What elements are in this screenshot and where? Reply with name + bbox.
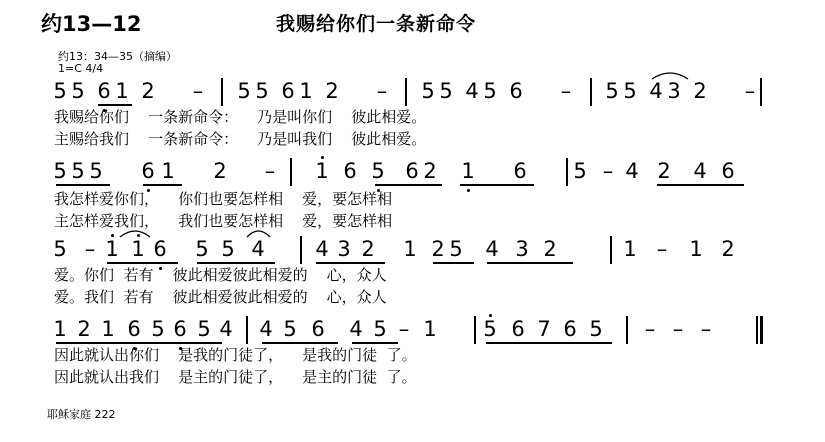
lyric-line: 因此就认出你们 是我的门徒了， 是我的门徒 了。 <box>54 346 417 364</box>
note: 6 <box>281 79 295 103</box>
beam-underline <box>460 184 534 186</box>
note: 5 <box>605 79 619 103</box>
barline <box>300 236 302 264</box>
note: 1 <box>623 237 637 261</box>
note: 4 <box>649 79 663 103</box>
beam-underline <box>262 342 338 344</box>
note: 5 <box>71 159 85 183</box>
note: 1 <box>101 317 115 341</box>
note: 1 <box>161 159 175 183</box>
octave-dot-high <box>321 156 324 159</box>
sustain-dash: – <box>84 237 96 261</box>
beam-underline <box>487 262 573 264</box>
note: 6 <box>405 159 419 183</box>
beam-underline <box>486 342 612 344</box>
final-barline-thick <box>760 316 763 344</box>
note: 2 <box>141 79 155 103</box>
note: 2 <box>213 159 227 183</box>
note: 5 <box>439 79 453 103</box>
note: 1 <box>115 79 129 103</box>
sustain-dash: – <box>398 317 410 341</box>
note: 6 <box>311 317 325 341</box>
slur-arc <box>652 70 688 80</box>
note: 1 <box>131 237 145 261</box>
beam-underline <box>352 342 398 344</box>
note: 6 <box>127 317 141 341</box>
beam-underline <box>197 262 275 264</box>
note: 2 <box>325 79 339 103</box>
note: 2 <box>431 237 445 261</box>
note: 6 <box>173 317 187 341</box>
sustain-dash: – <box>744 79 756 103</box>
note: 2 <box>721 237 735 261</box>
beam-underline <box>98 104 132 106</box>
note: 6 <box>721 159 735 183</box>
note: 1 <box>105 237 119 261</box>
beam-underline <box>433 262 474 264</box>
note: 5 <box>197 317 211 341</box>
footer-credit: 耶稣家庭 222 <box>47 408 116 421</box>
note: 5 <box>483 79 497 103</box>
octave-dot-high <box>489 314 492 317</box>
note: 4 <box>315 237 329 261</box>
note: 1 <box>403 237 417 261</box>
note: 3 <box>337 237 351 261</box>
note: 5 <box>449 237 463 261</box>
note: 6 <box>563 317 577 341</box>
note: 5 <box>89 159 103 183</box>
note: 6 <box>97 79 111 103</box>
source-note: 约13：34—35（摘编） <box>58 50 177 63</box>
note: 2 <box>361 237 375 261</box>
beam-underline <box>143 184 182 186</box>
sustain-dash: – <box>700 317 712 341</box>
octave-dot-high <box>111 234 114 237</box>
note: 2 <box>77 317 91 341</box>
key-signature: 1=C 4/4 <box>58 62 104 75</box>
note: 5 <box>283 317 297 341</box>
lyric-line: 爱。你们 若有 彼此相爱彼此相爱的 心，众人 <box>54 266 387 284</box>
note: 2 <box>423 159 437 183</box>
note: 4 <box>693 159 707 183</box>
note: 5 <box>237 79 251 103</box>
note: 5 <box>195 237 209 261</box>
note: 6 <box>141 159 155 183</box>
barline <box>626 316 628 344</box>
note: 5 <box>255 79 269 103</box>
note: 6 <box>343 159 357 183</box>
beam-underline <box>657 184 744 186</box>
note: 4 <box>465 79 479 103</box>
beam-underline <box>56 342 222 344</box>
sustain-dash: – <box>672 317 684 341</box>
note: 1 <box>461 159 475 183</box>
note: 3 <box>667 79 681 103</box>
slur-arc <box>120 228 150 238</box>
sustain-dash: – <box>264 159 276 183</box>
note: 5 <box>71 79 85 103</box>
sustain-dash: – <box>192 79 204 103</box>
note: 5 <box>221 237 235 261</box>
note: 6 <box>509 79 523 103</box>
sustain-dash: – <box>560 79 572 103</box>
barline <box>246 316 248 344</box>
sustain-dash: – <box>644 317 656 341</box>
note: 1 <box>689 237 703 261</box>
note: 5 <box>151 317 165 341</box>
note: 1 <box>423 317 437 341</box>
note: 4 <box>259 317 273 341</box>
note: 6 <box>153 237 167 261</box>
note: 3 <box>515 237 529 261</box>
barline <box>760 78 762 106</box>
note: 4 <box>251 237 265 261</box>
note: 5 <box>53 79 67 103</box>
beam-underline <box>107 262 178 264</box>
sustain-dash: – <box>602 159 614 183</box>
note: 5 <box>589 317 603 341</box>
note: 2 <box>543 237 557 261</box>
note: 5 <box>573 159 587 183</box>
sustain-dash: – <box>376 79 388 103</box>
barline <box>590 78 592 106</box>
note: 1 <box>53 317 67 341</box>
lyric-line: 我赐给你们 一条新命令： 乃是叫你们 彼此相爱。 <box>54 108 427 126</box>
note: 5 <box>421 79 435 103</box>
note: 4 <box>349 317 363 341</box>
note: 7 <box>537 317 551 341</box>
note: 5 <box>371 159 385 183</box>
note: 4 <box>219 317 233 341</box>
note: 4 <box>485 237 499 261</box>
note: 6 <box>511 317 525 341</box>
note: 1 <box>315 159 329 183</box>
note: 2 <box>693 79 707 103</box>
note: 5 <box>53 237 67 261</box>
note: 5 <box>623 79 637 103</box>
barline <box>566 158 568 186</box>
octave-dot-low <box>467 189 470 192</box>
note: 5 <box>373 317 387 341</box>
barline <box>405 78 407 106</box>
barline <box>610 236 612 264</box>
song-title: 我赐给你们一条新命令 <box>276 13 477 35</box>
note: 4 <box>625 159 639 183</box>
beam-underline <box>375 184 442 186</box>
lyric-line: 爱。我们 若有 彼此相爱彼此相爱的 心，众人 <box>54 288 387 306</box>
note: 5 <box>483 317 497 341</box>
lyric-line: 主赐给我们 一条新命令： 乃是叫我们 彼此相爱。 <box>54 130 427 148</box>
sustain-dash: – <box>656 237 668 261</box>
note: 2 <box>657 159 671 183</box>
barline <box>221 78 223 106</box>
scripture-reference: 约13—12 <box>41 12 142 36</box>
note: 6 <box>513 159 527 183</box>
barline <box>290 158 292 186</box>
note: 5 <box>53 159 67 183</box>
lyric-line: 主怎样爱我们， 我们也要怎样相 爱，要怎样相 <box>54 212 393 230</box>
barline <box>474 316 476 344</box>
final-barline-thin <box>756 316 758 344</box>
beam-underline <box>56 184 110 186</box>
lyric-line: 我怎样爱你们， 你们也要怎样相 爱，要怎样相 <box>54 190 393 208</box>
slur-arc <box>247 228 270 238</box>
lyric-line: 因此就认出我们 是主的门徒了， 是主的门徒 了。 <box>54 368 417 386</box>
note: 1 <box>299 79 313 103</box>
beam-underline <box>316 262 385 264</box>
